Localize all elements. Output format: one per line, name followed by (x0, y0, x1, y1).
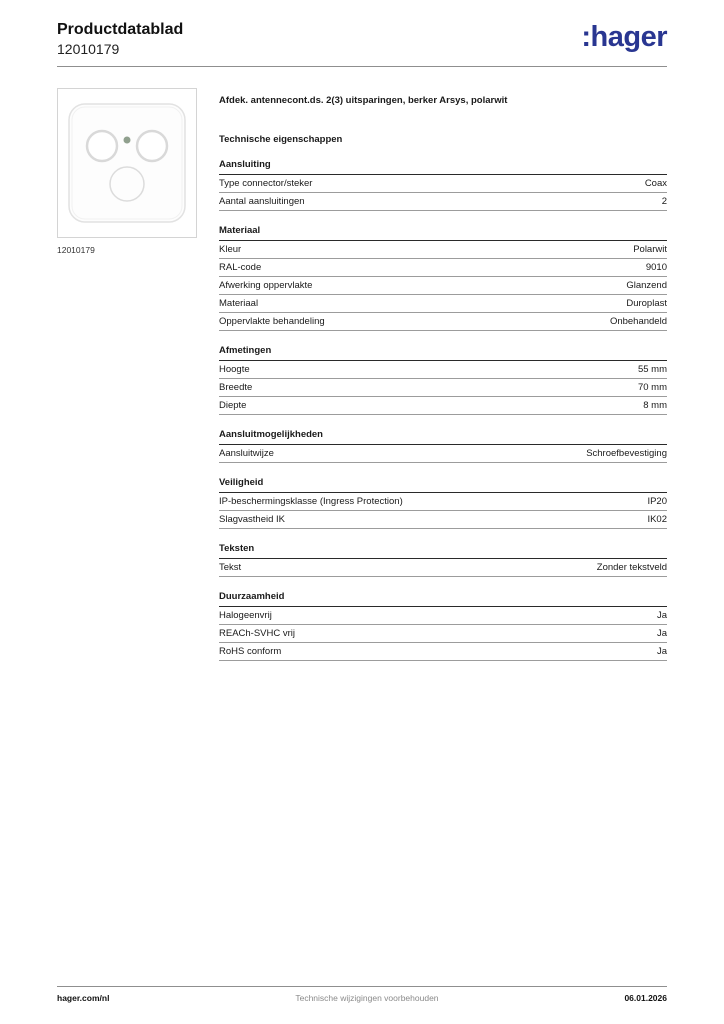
spec-value: IK02 (647, 513, 667, 525)
footer-website-link[interactable]: hager.com/nl (57, 993, 110, 1003)
spec-label: Slagvastheid IK (219, 513, 286, 525)
spec-label: Afwerking oppervlakte (219, 279, 313, 291)
specifications-column (219, 88, 667, 660)
spec-value: Duroplast (626, 297, 667, 309)
section-title: Teksten (219, 543, 667, 559)
table-row (219, 397, 667, 415)
table-row (219, 259, 667, 277)
table-row (219, 493, 667, 511)
table-row (219, 313, 667, 331)
page-title: Productdatablad (57, 21, 184, 38)
spec-label: RoHS conform (219, 645, 282, 657)
spec-section-aansluiting (219, 159, 667, 211)
table-row (219, 361, 667, 379)
table-row (219, 295, 667, 313)
product-image-column (57, 88, 197, 255)
spec-value: 9010 (645, 261, 667, 273)
spec-value: 8 mm (643, 399, 667, 411)
spec-label: Aansluitwijze (219, 447, 274, 459)
spec-label: Halogeenvrij (219, 609, 272, 621)
header-titles (57, 21, 183, 57)
antenna-cover-plate-drawing (58, 89, 196, 237)
spec-label: Hoogte (219, 363, 250, 375)
spec-label: Aantal aansluitingen (219, 195, 305, 207)
spec-value: Glanzend (626, 279, 667, 291)
spec-label: Type connector/steker (219, 177, 313, 189)
section-title: Aansluiting (219, 159, 667, 175)
product-image-caption: 12010179 (57, 245, 95, 256)
spec-value: Coax (644, 177, 667, 189)
spec-label: Tekst (219, 561, 242, 573)
spec-label: REACh-SVHC vrij (219, 627, 296, 639)
spec-value: 55 mm (637, 363, 667, 375)
table-row (219, 277, 667, 295)
footer-date: 06.01.2026 (624, 993, 667, 1003)
header (0, 0, 724, 57)
spec-section-veiligheid (219, 477, 667, 529)
table-row (219, 379, 667, 397)
table-row (219, 511, 667, 529)
spec-label: Diepte (219, 399, 247, 411)
section-title: Veiligheid (219, 477, 667, 493)
product-title: Afdek. antennecont.ds. 2(3) uitsparingen, berker Arsys, polarwit (219, 95, 508, 107)
spec-label: RAL-code (219, 261, 262, 273)
spec-value: 70 mm (637, 381, 667, 393)
spec-section-materiaal (219, 225, 667, 331)
product-id: 12010179 (57, 41, 120, 58)
spec-label: IP-beschermingsklasse (Ingress Protection) (219, 495, 403, 507)
section-title: Afmetingen (219, 345, 667, 361)
spec-value: Polarwit (633, 243, 667, 255)
section-title: Duurzaamheid (219, 591, 667, 607)
spec-section-afmetingen (219, 345, 667, 415)
footer-divider (57, 986, 667, 987)
product-image (57, 88, 197, 238)
table-row (219, 625, 667, 643)
footer (57, 986, 667, 1003)
spec-value: Schroefbevestiging (586, 447, 667, 459)
footer-content (57, 993, 667, 1003)
spec-label: Kleur (219, 243, 242, 255)
tech-properties-heading: Technische eigenschappen (219, 133, 343, 145)
spec-value: 2 (661, 195, 667, 207)
spec-value: Zonder tekstveld (596, 561, 667, 573)
table-row (219, 643, 667, 661)
spec-value: Onbehandeld (609, 315, 667, 327)
spec-value: Ja (656, 627, 667, 639)
spec-label: Materiaal (219, 297, 259, 309)
spec-label: Oppervlakte behandeling (219, 315, 325, 327)
spec-label: Breedte (219, 381, 253, 393)
table-row (219, 445, 667, 463)
spec-section-aansluitmogelijkheden (219, 429, 667, 463)
table-row (219, 241, 667, 259)
spec-value: Ja (656, 645, 667, 657)
table-row (219, 607, 667, 625)
footer-disclaimer: Technische wijzigingen voorbehouden (295, 993, 439, 1003)
table-row (219, 193, 667, 211)
table-row (219, 559, 667, 577)
hager-logo: :hager (581, 21, 667, 53)
section-title: Aansluitmogelijkheden (219, 429, 667, 445)
spec-section-duurzaamheid (219, 591, 667, 661)
spec-section-teksten (219, 543, 667, 577)
spec-value: IP20 (647, 495, 667, 507)
spec-value: Ja (656, 609, 667, 621)
section-title: Materiaal (219, 225, 667, 241)
table-row (219, 175, 667, 193)
main-content (0, 67, 724, 660)
